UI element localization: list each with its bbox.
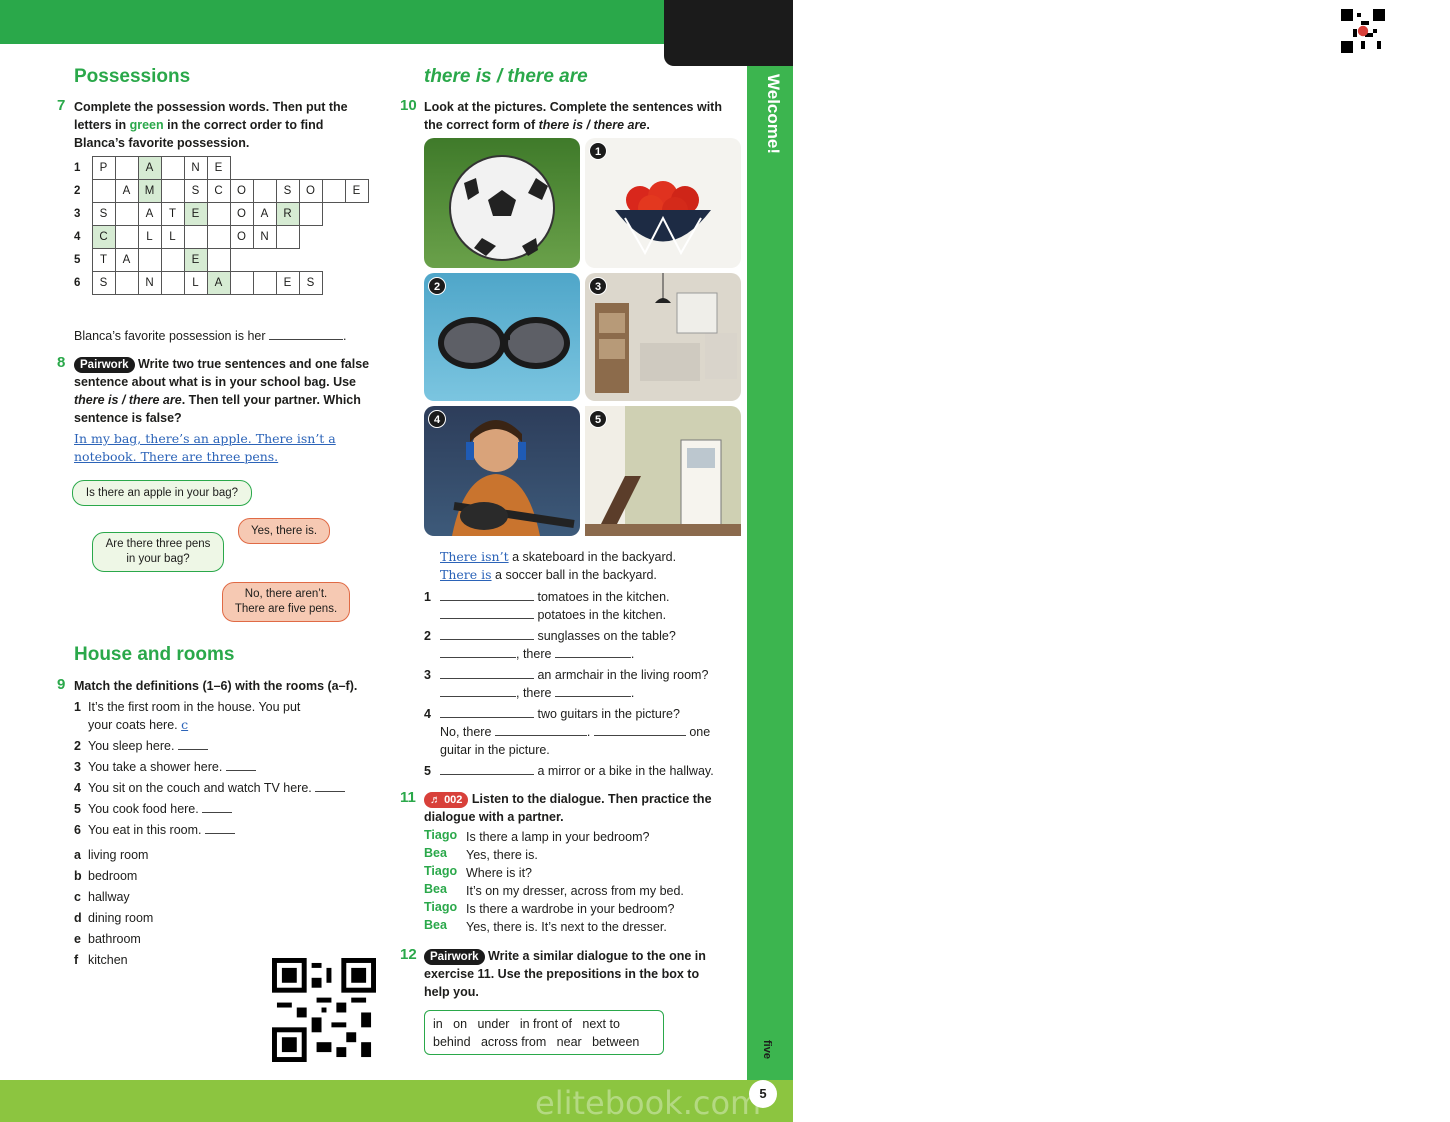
crossword-row: [74, 203, 368, 226]
speaker-name: Tiago: [424, 828, 458, 842]
crossword-cell[interactable]: [161, 272, 184, 295]
answer-blank[interactable]: [555, 685, 631, 697]
photo-number: 2: [428, 277, 446, 295]
right-side-bar: [747, 44, 793, 1080]
answer-blank[interactable]: [440, 628, 534, 640]
item-number: 3: [424, 668, 431, 682]
definition-text: You eat in this room.: [88, 821, 235, 839]
crossword-cell: L: [184, 272, 207, 295]
answer-blank[interactable]: [440, 607, 534, 619]
speaker-name: Tiago: [424, 864, 458, 878]
section-title-there-is: there is / there are: [424, 66, 588, 87]
photo-number: 4: [428, 410, 446, 428]
crossword-cell[interactable]: [184, 226, 207, 249]
page-number: 5: [749, 1080, 777, 1108]
crossword-cell: A: [253, 203, 276, 226]
preposition-row: in on under in front of next to: [433, 1017, 620, 1031]
crossword-row: [74, 249, 368, 272]
crossword-row-number: 4: [74, 231, 81, 243]
speech-bubble: Is there an apple in your bag?: [72, 480, 252, 506]
crossword-cell[interactable]: [115, 272, 138, 295]
definition-text: your coats here. c: [88, 717, 189, 732]
item-number: 1: [424, 590, 431, 604]
crossword-cell[interactable]: [322, 180, 345, 203]
preposition-box: [424, 1010, 664, 1055]
definition-text: You cook food here.: [88, 800, 232, 818]
crossword-cell: O: [230, 180, 253, 203]
crossword-cell: O: [230, 203, 253, 226]
crossword-cell: A: [138, 157, 161, 180]
crossword-cell: S: [276, 180, 299, 203]
crossword-cell[interactable]: [253, 180, 276, 203]
room-name: bedroom: [88, 869, 138, 883]
exercise-8-instruction: Pairwork Write two true sentences and one false sentence about what is in your school bag. Use there is / there are. Then tell your partner. Which sentence is false?: [74, 357, 370, 425]
dialogue-line: Is there a lamp in your bedroom?: [466, 830, 650, 844]
room-name: bathroom: [88, 932, 141, 946]
crossword-cell: R: [276, 203, 299, 226]
crossword-cell[interactable]: [207, 203, 230, 226]
example-line: notebook. There are three pens.: [74, 449, 279, 464]
item-number: 5: [424, 764, 431, 778]
crossword-cell[interactable]: [207, 226, 230, 249]
speech-bubble: Are there three pens in your bag?: [92, 532, 224, 572]
dialogue-line: Is there a wardrobe in your bedroom?: [466, 902, 675, 916]
item-number: 4: [424, 707, 431, 721]
side-title: Welcome!: [764, 74, 783, 154]
room-name: kitchen: [88, 953, 128, 967]
handwritten-answer: c: [181, 717, 189, 732]
item-2-line-a: sunglasses on the table?: [440, 627, 676, 645]
qr-code[interactable]: [272, 958, 376, 1062]
definition-number: 5: [74, 802, 81, 816]
crossword-cell[interactable]: [276, 226, 299, 249]
crossword-row: [74, 180, 368, 203]
answer-blank[interactable]: [315, 780, 345, 792]
crossword-row: [74, 272, 368, 295]
answer-blank[interactable]: [495, 724, 587, 736]
speech-bubble: No, there aren’t. There are five pens.: [222, 582, 350, 622]
sunglasses-photo: [424, 273, 580, 401]
crossword-cell[interactable]: [115, 226, 138, 249]
preposition-row: behind across from near between: [433, 1035, 640, 1049]
crossword-row-number: 5: [74, 254, 81, 266]
answer-blank[interactable]: [594, 724, 686, 736]
room-letter: a: [74, 848, 81, 862]
answer-blank[interactable]: [202, 801, 232, 813]
audio-track-button[interactable]: ♬ 002: [424, 792, 468, 808]
speaker-name: Bea: [424, 882, 447, 896]
item-4-line-a: two guitars in the picture?: [440, 705, 680, 723]
item-5-line-a: a mirror or a bike in the hallway.: [440, 762, 714, 780]
definition-number: 1: [74, 700, 81, 714]
boy-guitar-photo: [424, 406, 580, 536]
definition-text: You sleep here.: [88, 737, 208, 755]
crossword-row-number: 3: [74, 208, 81, 220]
crossword-cell: N: [184, 157, 207, 180]
example-line: In my bag, there’s an apple. There isn’t a: [74, 431, 336, 446]
room-letter: e: [74, 932, 81, 946]
definition-text: It’s the first room in the house. You put: [88, 700, 301, 714]
definition-number: 2: [74, 739, 81, 753]
crossword-cell[interactable]: [115, 157, 138, 180]
definition-number: 6: [74, 823, 81, 837]
example-sentence-b: There is a soccer ball in the backyard.: [440, 567, 657, 582]
speaker-name: Bea: [424, 918, 447, 932]
unit-badge: [664, 0, 1449, 66]
exercise-number: 11: [400, 789, 416, 806]
crossword-row-number: 6: [74, 277, 81, 289]
crossword-cell: N: [253, 226, 276, 249]
example-sentence-a: There isn’t a skateboard in the backyard.: [440, 549, 677, 564]
exercise-number: 10: [400, 97, 417, 114]
crossword-cell: L: [161, 226, 184, 249]
crossword-cell: E: [345, 180, 368, 203]
crossword-grid: [74, 156, 369, 295]
crossword-cell: E: [184, 203, 207, 226]
photo-number: 5: [589, 410, 607, 428]
definition-number: 4: [74, 781, 81, 795]
section-title-possessions: Possessions: [74, 66, 191, 87]
answer-blank[interactable]: [205, 822, 235, 834]
crossword-cell[interactable]: [230, 272, 253, 295]
exercise-7-instruction: Complete the possession words. Then put the letters in green in the correct order to find Blanca’s favorite possession.: [74, 100, 348, 150]
crossword-cell: C: [207, 180, 230, 203]
exercise-number: 7: [57, 97, 66, 114]
dialogue-line: Yes, there is. It’s next to the dresser.: [466, 920, 667, 934]
exercise-number: 9: [57, 676, 66, 693]
crossword-cell: A: [207, 272, 230, 295]
crossword-row-number: 2: [74, 185, 81, 197]
exercise-9-instruction: Match the definitions (1–6) with the rooms (a–f).: [74, 679, 358, 693]
speech-bubble: Yes, there is.: [238, 518, 330, 544]
room-name: dining room: [88, 911, 154, 925]
crossword-row: [74, 226, 368, 249]
exercise-10-instruction: Look at the pictures. Complete the sentences with the correct form of there is / there are.: [424, 100, 722, 132]
crossword-row: [74, 157, 368, 180]
crossword-cell: A: [115, 180, 138, 203]
definition-number: 3: [74, 760, 81, 774]
section-title-house: House and rooms: [74, 644, 235, 665]
room-letter: d: [74, 911, 82, 925]
crossword-cell[interactable]: [161, 157, 184, 180]
crossword-cell: E: [184, 249, 207, 272]
answer-blank[interactable]: [440, 706, 534, 718]
crossword-cell: N: [138, 272, 161, 295]
dialogue-line: Yes, there is.: [466, 848, 538, 862]
crossword-cell[interactable]: [253, 272, 276, 295]
crossword-cell[interactable]: [161, 180, 184, 203]
unit-letter: W: [1393, 2, 1449, 60]
speaker-name: Bea: [424, 846, 447, 860]
pairwork-badge: Pairwork: [74, 357, 135, 373]
room-name: living room: [88, 848, 149, 862]
crossword-cell[interactable]: [299, 203, 322, 226]
item-4-line-c: guitar in the picture.: [440, 743, 550, 757]
answer-blank[interactable]: [555, 646, 631, 658]
answer-blank[interactable]: [440, 667, 534, 679]
crossword-cell: S: [184, 180, 207, 203]
tomatoes-photo: [585, 138, 741, 268]
answer-blank[interactable]: [440, 646, 516, 658]
item-1-line-a: tomatoes in the kitchen.: [440, 588, 670, 606]
hallway-photo: [585, 406, 741, 536]
answer-blank[interactable]: [440, 589, 534, 601]
crossword-cell: M: [138, 180, 161, 203]
item-number: 2: [424, 629, 431, 643]
crossword-cell: S: [92, 203, 115, 226]
answer-blank[interactable]: [440, 763, 534, 775]
speaker-name: Tiago: [424, 900, 458, 914]
item-2-line-b: , there .: [440, 645, 634, 663]
crossword-cell: T: [92, 249, 115, 272]
definition-text: You sit on the couch and watch TV here.: [88, 779, 345, 797]
crossword-cell: E: [276, 272, 299, 295]
crossword-cell: S: [299, 272, 322, 295]
crossword-cell[interactable]: [138, 249, 161, 272]
item-3-line-b: , there .: [440, 684, 634, 702]
crossword-cell: A: [138, 203, 161, 226]
crossword-cell[interactable]: [115, 203, 138, 226]
item-4-line-b: No, there . one: [440, 725, 711, 739]
crossword-cell: O: [299, 180, 322, 203]
room-letter: b: [74, 869, 82, 883]
room-name: hallway: [88, 890, 130, 904]
crossword-cell: P: [92, 157, 115, 180]
answer-blank[interactable]: [269, 328, 343, 340]
qr-code-small[interactable]: [1338, 6, 1388, 56]
exercise-11-instruction: ♬ 002 Listen to the dialogue. Then practice the dialogue with a partner.: [424, 792, 712, 824]
room-letter: c: [74, 890, 81, 904]
favorite-possession-sentence: Blanca’s favorite possession is her .: [74, 329, 347, 343]
crossword-cell: O: [230, 226, 253, 249]
dialogue-line: Where is it?: [466, 866, 532, 880]
pairwork-badge: Pairwork: [424, 949, 485, 965]
crossword-row-number: 1: [74, 162, 81, 174]
crossword-cell: A: [115, 249, 138, 272]
answer-blank[interactable]: [440, 685, 516, 697]
crossword-cell: C: [92, 226, 115, 249]
watermark: elitebook.com: [535, 1084, 762, 1122]
crossword-cell: L: [138, 226, 161, 249]
exercise-number: 12: [400, 946, 417, 963]
item-3-line-a: an armchair in the living room?: [440, 666, 708, 684]
dialogue-line: It’s on my dresser, across from my bed.: [466, 884, 684, 898]
exercise-number: 8: [57, 354, 66, 371]
exercise-12-instruction: Pairwork Write a similar dialogue to the one in exercise 11. Use the prepositions in the box to help you.: [424, 949, 706, 999]
crossword-cell[interactable]: [161, 249, 184, 272]
definition-text: You take a shower here.: [88, 758, 256, 776]
answer-blank[interactable]: [178, 738, 208, 750]
answer-blank[interactable]: [226, 759, 256, 771]
photo-number: 3: [589, 277, 607, 295]
living-room-photo: [585, 273, 741, 401]
room-letter: f: [74, 953, 79, 967]
page-word: five: [761, 1040, 773, 1059]
soccer-ball-photo: [424, 138, 580, 268]
item-1-line-b: potatoes in the kitchen.: [440, 606, 666, 624]
crossword-cell: T: [161, 203, 184, 226]
crossword-cell: S: [92, 272, 115, 295]
crossword-cell[interactable]: [207, 249, 230, 272]
crossword-cell: E: [207, 157, 230, 180]
photo-number: 1: [589, 142, 607, 160]
crossword-cell[interactable]: [92, 180, 115, 203]
